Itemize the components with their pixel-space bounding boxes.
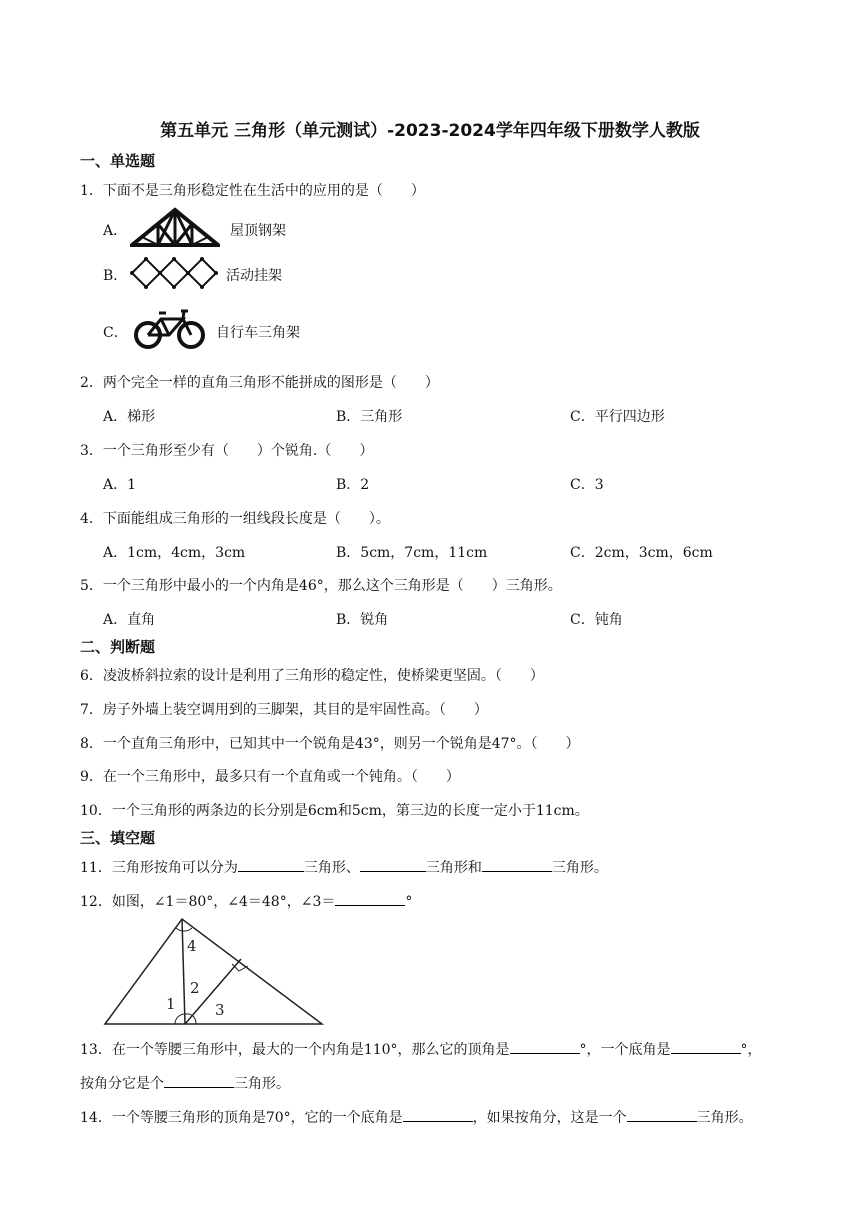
angle-2-label: 2 — [190, 979, 200, 997]
q1-option-c-letter: C． — [103, 325, 128, 341]
q12-blank-1[interactable] — [335, 891, 405, 906]
roof-truss-icon — [130, 207, 220, 247]
q3-option-c: C．3 — [570, 477, 604, 493]
q14-text-3: 三角形。 — [696, 1110, 753, 1126]
angle-1-label: 1 — [166, 995, 176, 1013]
question-13-line-2 — [80, 1073, 290, 1093]
question-4: 4．下面能组成三角形的一组线段长度是（ ）。 — [80, 511, 390, 527]
q13-blank-1[interactable] — [510, 1039, 580, 1054]
q2-option-a: A．梯形 — [103, 409, 156, 425]
question-6: 6．凌波桥斜拉索的设计是利用了三角形的稳定性，使桥梁更坚固。（ ） — [80, 668, 544, 684]
q12-text-1: 12．如图，∠1＝80°，∠4＝48°，∠3＝ — [80, 894, 336, 910]
q14-text-1: 14．一个等腰三角形的顶角是70°，它的一个底角是 — [80, 1110, 403, 1126]
angle-3-label: 3 — [215, 1001, 225, 1019]
folding-rack-icon — [130, 256, 220, 290]
question-7: 7．房子外墙上装空调用到的三脚架，其目的是牢固性高。（ ） — [80, 702, 488, 718]
section-heading-fill-blank: 三、填空题 — [80, 829, 156, 847]
q11-text-4: 三角形。 — [551, 860, 608, 876]
q14-blank-1[interactable] — [403, 1107, 473, 1122]
question-1: 1．下面不是三角形稳定性在生活中的应用的是（ ） — [80, 183, 425, 199]
question-2: 2．两个完全一样的直角三角形不能拼成的图形是（ ） — [80, 375, 439, 391]
q5-option-c: C．钝角 — [570, 612, 623, 628]
q2-option-b: B．三角形 — [336, 409, 403, 425]
q13-blank-2[interactable] — [671, 1039, 741, 1054]
q4-option-c: C．2cm，3cm，6cm — [570, 545, 713, 561]
q5-option-b: B．锐角 — [336, 612, 389, 628]
question-11 — [80, 857, 608, 877]
question-10: 10．一个三角形的两条边的长分别是6cm和5cm，第三边的长度一定小于11cm。 — [80, 803, 589, 819]
q11-blank-2[interactable] — [360, 857, 426, 872]
q11-blank-1[interactable] — [238, 857, 304, 872]
section-heading-true-false: 二、判断题 — [80, 638, 156, 656]
question-12 — [80, 891, 412, 911]
q13-text-3: °， — [740, 1042, 762, 1058]
question-14 — [80, 1107, 753, 1127]
section-heading-single-choice: 一、单选题 — [80, 152, 156, 170]
question-9: 9．在一个三角形中，最多只有一个直角或一个钝角。（ ） — [80, 769, 460, 785]
q11-text-1: 11．三角形按角可以分为 — [80, 860, 238, 876]
q13-text-1: 13．在一个等腰三角形中，最大的一个内角是110°，那么它的顶角是 — [80, 1042, 510, 1058]
q1-option-a-label: 屋顶钢架 — [230, 223, 286, 239]
q11-text-3: 三角形和 — [425, 860, 482, 876]
q1-option-c-label: 自行车三角架 — [216, 325, 300, 341]
question-8: 8．一个直角三角形中，已知其中一个锐角是43°，则另一个锐角是47°。（ ） — [80, 736, 580, 752]
question-5: 5．一个三角形中最小的一个内角是46°，那么这个三角形是（ ）三角形。 — [80, 578, 562, 594]
q4-option-b: B．5cm，7cm，11cm — [336, 545, 488, 561]
q4-option-a: A．1cm，4cm，3cm — [103, 545, 246, 561]
q11-text-2: 三角形、 — [303, 860, 360, 876]
angle-4-label: 4 — [187, 937, 197, 955]
bicycle-icon — [133, 305, 207, 351]
q12-text-2: ° — [405, 894, 413, 910]
q3-option-b: B．2 — [336, 477, 370, 493]
q5-option-a: A．直角 — [103, 612, 156, 628]
question-13-line-1 — [80, 1039, 762, 1059]
question-3: 3．一个三角形至少有（ ）个锐角.（ ） — [80, 443, 374, 459]
q1-option-a-letter: A． — [103, 223, 128, 239]
q13-text-4: 按角分它是个 — [80, 1076, 164, 1092]
q1-option-b-label: 活动挂架 — [226, 268, 282, 284]
q14-text-2: ，如果按角分，这是一个 — [472, 1110, 627, 1126]
q11-blank-3[interactable] — [482, 857, 552, 872]
q13-text-2: °，一个底角是 — [579, 1042, 671, 1058]
q13-text-5: 三角形。 — [234, 1076, 290, 1092]
triangle-figure — [100, 915, 330, 1030]
q13-blank-3[interactable] — [164, 1073, 234, 1088]
q14-blank-2[interactable] — [627, 1107, 697, 1122]
q1-option-b-letter: B． — [103, 268, 128, 284]
page-title: 第五单元 三角形（单元测试）-2023-2024学年四年级下册数学人教版 — [160, 121, 700, 141]
q2-option-c: C．平行四边形 — [570, 409, 665, 425]
q3-option-a: A．1 — [103, 477, 137, 493]
